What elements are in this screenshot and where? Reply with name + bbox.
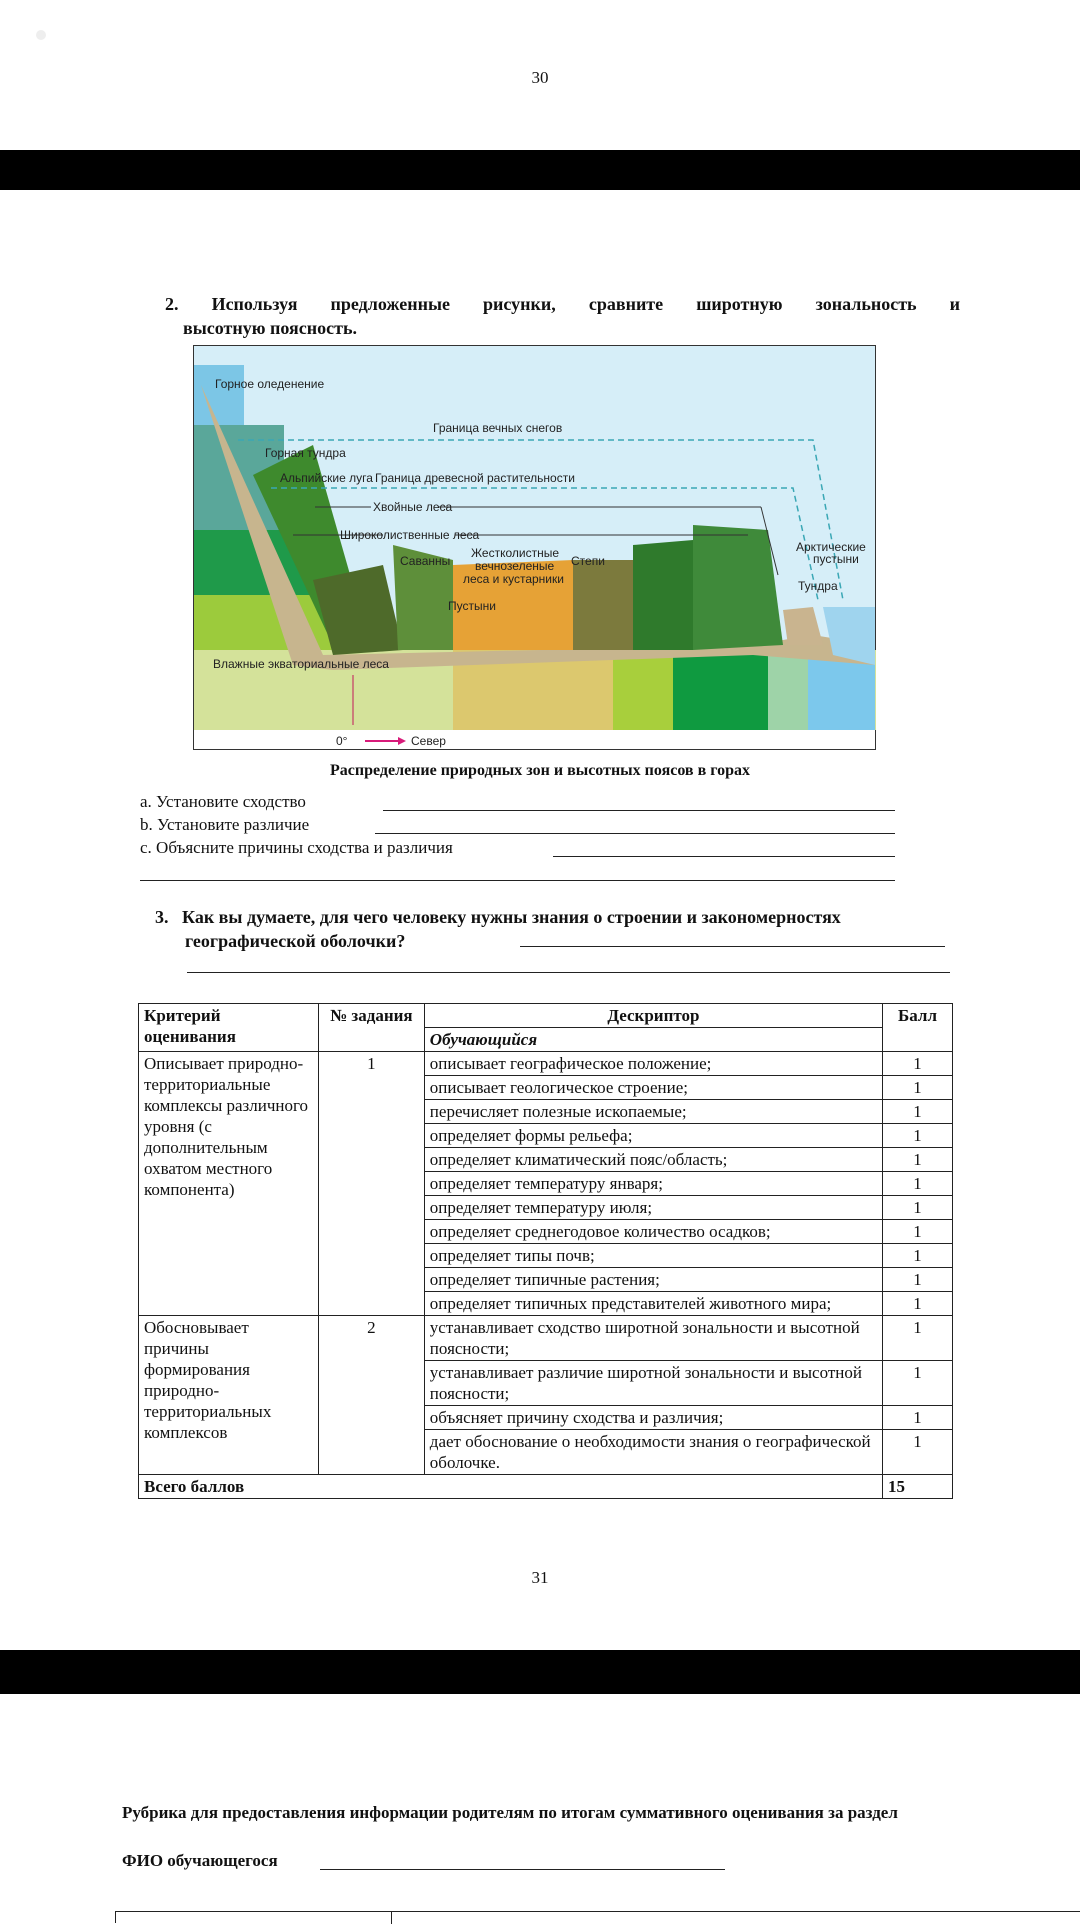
score-cell: 1 [883,1244,953,1268]
answer-line-a[interactable] [383,810,895,811]
label-north: Север [411,734,446,748]
descriptor-cell: описывает геологическое строение; [424,1076,882,1100]
zones-diagram [193,345,876,750]
header-criterion: Критерий оценивания [139,1004,319,1052]
question-2 [165,292,960,340]
label-steppe: Степи [571,554,605,568]
total-row [139,1475,953,1499]
answer-line-3[interactable] [520,946,945,947]
descriptor-cell: устанавливает сходство широтной зональности и высотной поясности; [424,1316,882,1361]
table-row [139,1052,953,1076]
descriptor-cell: дает обоснование о необходимости знания о географической оболочке. [424,1430,882,1475]
score-cell: 1 [883,1124,953,1148]
score-cell: 1 [883,1268,953,1292]
score-cell: 1 [883,1406,953,1430]
page-number-top: 30 [531,68,549,87]
q2-line2: высотную поясность. [183,318,357,338]
header-score: Балл [883,1004,953,1052]
label-conifer: Хвойные леса [373,500,453,514]
header-learner: Обучающийся [424,1028,882,1052]
descriptor-cell: перечисляет полезные ископаемые; [424,1100,882,1124]
score-cell: 1 [883,1292,953,1316]
answer-line-c2[interactable] [140,880,895,881]
student-name-label: ФИО обучающегося [122,1851,278,1870]
descriptor-cell: определяет типы почв; [424,1244,882,1268]
score-cell: 1 [883,1052,953,1076]
total-label: Всего баллов [139,1475,883,1499]
label-sclero-3: леса и кустарники [463,572,564,586]
label-mountain-tundra: Горная тундра [265,446,346,460]
diagram-caption: Распределение природных зон и высотных поясов в горах [330,762,750,779]
scroll-dot [36,30,46,40]
descriptor-cell: определяет климатический пояс/область; [424,1148,882,1172]
label-arctic-2: пустыни [813,552,859,566]
descriptor-cell: устанавливает различие широтной зональности и высотной поясности; [424,1361,882,1406]
q2-line1: Используя предложенные рисунки, сравните широтную зональность и [211,294,960,314]
task-number-cell: 2 [318,1316,424,1475]
total-value: 15 [883,1475,953,1499]
descriptor-cell: описывает географическое положение; [424,1052,882,1076]
label-arctic-1: Арктические [796,540,866,554]
table-row [139,1316,953,1361]
score-cell: 1 [883,1148,953,1172]
label-tundra: Тундра [798,579,838,593]
answer-line-b[interactable] [375,833,895,834]
label-desert: Пустыни [448,599,496,613]
rubric-title: Рубрика для предоставления информации родителям по итогам суммативного оценивания за раздел [122,1803,898,1822]
label-sclero-2: вечнозеленые [475,559,555,573]
descriptor-cell: определяет типичные растения; [424,1268,882,1292]
label-alpine: Альпийские луга [280,471,373,485]
descriptor-cell: определяет формы рельефа; [424,1124,882,1148]
label-glacier: Горное оледенение [215,377,325,391]
score-cell: 1 [883,1430,953,1475]
answer-line-c[interactable] [553,856,895,857]
label-broadleaf: Широколиственные леса [340,528,480,542]
page-separator-2 [0,1650,1080,1694]
label-zero: 0° [336,734,348,748]
score-cell: 1 [883,1100,953,1124]
label-savanna: Саванны [400,554,451,568]
q3-line2: географической оболочки? [185,931,406,951]
descriptor-cell: определяет среднегодовое количество осадков; [424,1220,882,1244]
descriptor-cell: определяет температуру июля; [424,1196,882,1220]
descriptor-cell: определяет температуру января; [424,1172,882,1196]
task-number-cell: 1 [318,1052,424,1316]
label-equatorial: Влажные экваториальные леса [213,657,389,671]
descriptor-cell: определяет типичных представителей животного мира; [424,1292,882,1316]
score-cell: 1 [883,1172,953,1196]
task-a: a. Установите сходство [140,792,306,811]
score-cell: 1 [883,1316,953,1361]
label-snow-line: Граница вечных снегов [433,421,563,435]
q3-number: 3. [155,907,169,927]
parent-rubric-table [115,1911,1080,1923]
criterion-cell: Описывает природно-территориальные комплексы различного уровня (с дополнительным охватом местного компонента) [139,1052,319,1316]
descriptor-cell: объясняет причину сходства и различия; [424,1406,882,1430]
score-cell: 1 [883,1196,953,1220]
answer-line-3b[interactable] [187,972,950,973]
page-separator [0,150,1080,190]
page-number-bottom: 31 [531,1568,549,1587]
label-sclero-1: Жестколистные [471,546,560,560]
student-name-line[interactable] [320,1869,725,1870]
criterion-cell: Обосновывает причины формирования природно-территориальных комплексов [139,1316,319,1475]
task-b: b. Установите различие [140,815,310,834]
header-task: № задания [318,1004,424,1052]
task-c: c. Объясните причины сходства и различия [140,838,453,857]
score-cell: 1 [883,1076,953,1100]
q2-number: 2. [165,294,179,314]
score-cell: 1 [883,1361,953,1406]
header-descriptor: Дескриптор [424,1004,882,1028]
score-cell: 1 [883,1220,953,1244]
label-tree-line: Граница древесной растительности [375,471,575,485]
assessment-table [138,1003,953,1499]
q3-line1: Как вы думаете, для чего человеку нужны знания о строении и закономерностях [182,907,841,927]
